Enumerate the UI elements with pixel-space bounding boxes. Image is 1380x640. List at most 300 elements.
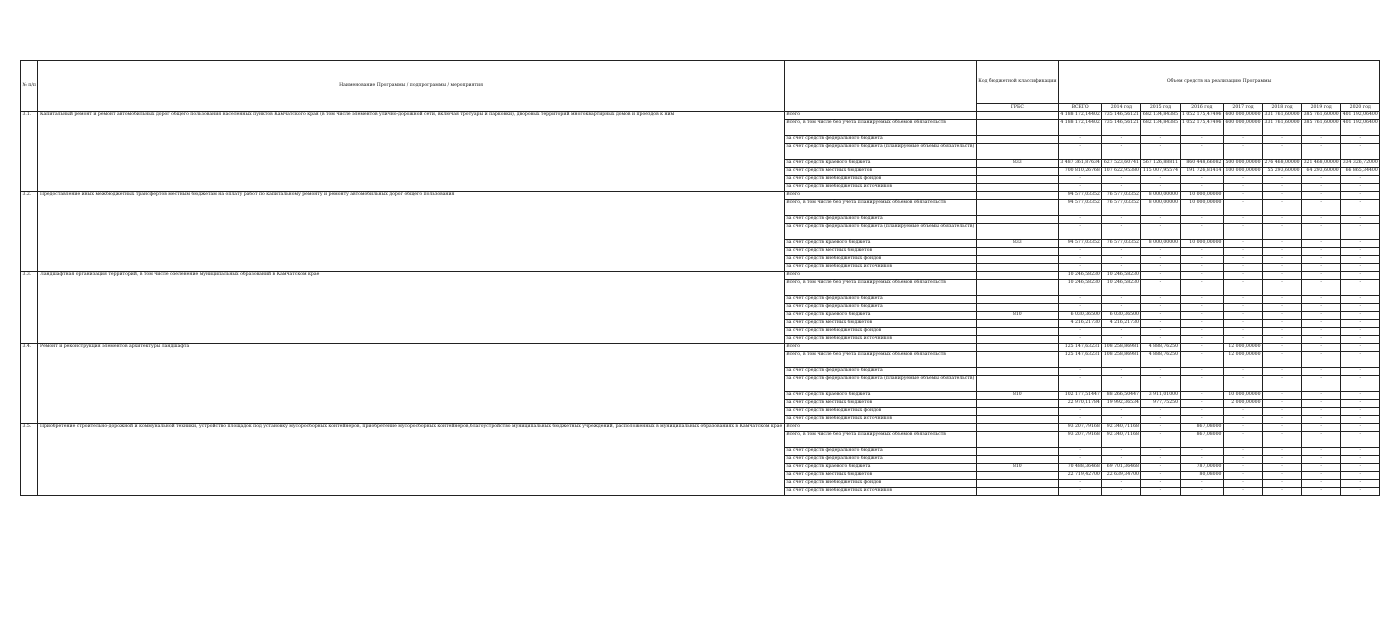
amount-year: - (1141, 456, 1180, 464)
amount-year: - (1341, 136, 1380, 144)
amount-year: - (1263, 304, 1302, 312)
amount-year: - (1263, 448, 1302, 456)
amount-year: - (1341, 424, 1380, 432)
amount-year: 6 030,36500 (1102, 312, 1141, 320)
amount-year: - (1102, 184, 1141, 192)
amount-year: - (1302, 248, 1341, 256)
amount-year: - (1302, 280, 1341, 296)
amount-total: 10 246,58230 (1058, 272, 1101, 280)
amount-year: - (1223, 376, 1262, 392)
header-num: № п/п (21, 61, 38, 112)
grbs-code: 833 (976, 160, 1058, 168)
amount-year: - (1223, 256, 1262, 264)
amount-year: 64 293,60000 (1302, 168, 1341, 176)
funding-source: за счет средств краевого бюджета (784, 240, 976, 248)
grbs-code (976, 408, 1058, 416)
amount-year: - (1141, 184, 1180, 192)
grbs-code (976, 448, 1058, 456)
amount-year: - (1180, 376, 1223, 392)
amount-year: 2 000,00000 (1223, 400, 1262, 408)
amount-total: - (1058, 264, 1101, 272)
amount-year: - (1263, 344, 1302, 352)
amount-year: - (1302, 216, 1341, 224)
row-index: 3.2. (21, 192, 38, 272)
amount-year: - (1263, 464, 1302, 472)
table-row (21, 112, 1380, 120)
amount-year: - (1223, 240, 1262, 248)
amount-year: - (1223, 312, 1262, 320)
amount-year: - (1341, 368, 1380, 376)
amount-year: - (1180, 264, 1223, 272)
funding-source: за счет средств федерального бюджета (784, 304, 976, 312)
funding-source: Всего, в том числе без учета планируемых объемов обязательств (784, 200, 976, 216)
grbs-code (976, 296, 1058, 304)
funding-source: за счет средств внебюджетных источников (784, 416, 976, 424)
amount-total: 93 207,79168 (1058, 424, 1101, 432)
amount-year: - (1341, 184, 1380, 192)
amount-year: 10 000,00000 (1180, 240, 1223, 248)
header-2015: 2015 год (1141, 104, 1180, 112)
amount-year: - (1263, 280, 1302, 296)
amount-year: 10 000,00000 (1180, 200, 1223, 216)
header-2014: 2014 год (1102, 104, 1141, 112)
amount-year: - (1141, 296, 1180, 304)
amount-year: 735 146,56121 (1102, 120, 1141, 136)
amount-year: - (1341, 256, 1380, 264)
grbs-code (976, 272, 1058, 280)
amount-year: - (1223, 144, 1262, 160)
row-index: 3.3. (21, 272, 38, 344)
amount-year: - (1302, 200, 1341, 216)
amount-year: - (1141, 488, 1180, 496)
amount-year: 682 134,84385 (1141, 112, 1180, 120)
amount-year: - (1223, 248, 1262, 256)
header-volume-group: Объем средств на реализацию Программы (1058, 61, 1379, 104)
grbs-code (976, 336, 1058, 344)
amount-year: - (1302, 344, 1341, 352)
amount-total: - (1058, 336, 1101, 344)
amount-year: - (1223, 176, 1262, 184)
amount-year: - (1180, 488, 1223, 496)
row-index: 3.4. (21, 344, 38, 424)
amount-year: - (1302, 272, 1341, 280)
amount-total: - (1058, 328, 1101, 336)
amount-total: - (1058, 376, 1101, 392)
grbs-code (976, 352, 1058, 368)
grbs-code (976, 176, 1058, 184)
amount-year: - (1263, 424, 1302, 432)
amount-year: - (1223, 280, 1262, 296)
amount-year: - (1302, 184, 1341, 192)
amount-year: - (1341, 192, 1380, 200)
funding-source: за счет средств местных бюджетов (784, 168, 976, 176)
grbs-code (976, 144, 1058, 160)
amount-year: - (1223, 200, 1262, 216)
amount-year: - (1141, 376, 1180, 392)
amount-total: 102 177,51447 (1058, 392, 1101, 400)
amount-year: - (1263, 176, 1302, 184)
amount-total: 125 147,63231 (1058, 352, 1101, 368)
amount-year: 107 622,95380 (1102, 168, 1141, 176)
amount-year: 191 726,81414 (1180, 168, 1223, 176)
amount-year: 385 761,60000 (1302, 112, 1341, 120)
amount-year: - (1141, 328, 1180, 336)
amount-total: 94 577,03352 (1058, 192, 1101, 200)
amount-total: - (1058, 136, 1101, 144)
funding-source: за счет средств внебюджетных источников (784, 264, 976, 272)
amount-total: - (1058, 176, 1101, 184)
amount-total: - (1058, 224, 1101, 240)
amount-year: - (1141, 264, 1180, 272)
amount-year: - (1263, 224, 1302, 240)
amount-year: - (1263, 144, 1302, 160)
amount-year: - (1223, 488, 1262, 496)
amount-year: 10 246,58230 (1102, 272, 1141, 280)
amount-year: - (1180, 224, 1223, 240)
funding-source: за счет средств федерального бюджета (планируемые объемы обязательств) (784, 144, 976, 160)
amount-year: - (1341, 400, 1380, 408)
amount-year: - (1341, 336, 1380, 344)
amount-year: - (1302, 352, 1341, 368)
amount-year: - (1180, 400, 1223, 408)
amount-year: - (1180, 448, 1223, 456)
amount-year: - (1263, 256, 1302, 264)
funding-source: за счет средств федерального бюджета (784, 216, 976, 224)
amount-year: - (1341, 144, 1380, 160)
funding-source: за счет средств местных бюджетов (784, 248, 976, 256)
grbs-code (976, 304, 1058, 312)
amount-total: - (1058, 304, 1101, 312)
amount-total: 700 810,26768 (1058, 168, 1101, 176)
amount-year: 627 523,60741 (1102, 160, 1141, 168)
amount-year: - (1302, 432, 1341, 448)
amount-total: 10 246,58230 (1058, 280, 1101, 296)
amount-year: - (1223, 464, 1262, 472)
amount-total: 22 970,11784 (1058, 400, 1101, 408)
amount-year: 10 246,58230 (1102, 280, 1141, 296)
amount-year: - (1223, 432, 1262, 448)
grbs-code: 810 (976, 392, 1058, 400)
amount-year: - (1223, 224, 1262, 240)
amount-total: - (1058, 184, 1101, 192)
grbs-code (976, 376, 1058, 392)
funding-source: за счет средств федерального бюджета (784, 296, 976, 304)
header-blank (784, 61, 976, 112)
amount-year: 1 052 175,47496 (1180, 112, 1223, 120)
amount-year: 66 865,34400 (1341, 168, 1380, 176)
amount-year: - (1223, 336, 1262, 344)
amount-year: - (1263, 352, 1302, 368)
amount-year: - (1102, 368, 1141, 376)
table-row (21, 192, 1380, 200)
amount-year: - (1263, 416, 1302, 424)
amount-year: - (1263, 432, 1302, 448)
funding-source: Всего, в том числе без учета планируемых объемов обязательств (784, 352, 976, 368)
amount-year: 276 468,00000 (1263, 160, 1302, 168)
amount-year: - (1141, 272, 1180, 280)
funding-source: за счет средств федерального бюджета (784, 448, 976, 456)
funding-source: за счет средств местных бюджетов (784, 400, 976, 408)
amount-total: 3 487 361,87634 (1058, 160, 1101, 168)
amount-year: 600 000,00000 (1223, 120, 1262, 136)
funding-source: за счет средств федерального бюджета (784, 456, 976, 464)
amount-year: - (1223, 472, 1262, 480)
amount-year: - (1302, 328, 1341, 336)
amount-year: - (1223, 416, 1262, 424)
amount-year: - (1223, 448, 1262, 456)
amount-year: 22 639,34700 (1102, 472, 1141, 480)
amount-year: - (1180, 144, 1223, 160)
grbs-code (976, 112, 1058, 120)
amount-year: 8 000,00000 (1141, 192, 1180, 200)
amount-year: 108 258,86981 (1102, 344, 1141, 352)
amount-year: - (1141, 320, 1180, 328)
amount-year: - (1341, 296, 1380, 304)
funding-source: Всего (784, 424, 976, 432)
amount-year: - (1180, 320, 1223, 328)
amount-year: - (1141, 280, 1180, 296)
amount-total: - (1058, 296, 1101, 304)
amount-year: - (1180, 408, 1223, 416)
amount-year: - (1341, 480, 1380, 488)
grbs-code (976, 192, 1058, 200)
amount-year: - (1263, 184, 1302, 192)
amount-year: - (1223, 272, 1262, 280)
amount-year: - (1223, 480, 1262, 488)
amount-year: - (1102, 408, 1141, 416)
amount-year: 787,00000 (1180, 464, 1223, 472)
amount-year: - (1263, 320, 1302, 328)
grbs-code (976, 200, 1058, 216)
amount-year: 55 293,60000 (1263, 168, 1302, 176)
amount-year: - (1263, 472, 1302, 480)
funding-source: за счет средств внебюджетных фондов (784, 408, 976, 416)
amount-year: - (1302, 320, 1341, 328)
amount-year: - (1223, 368, 1262, 376)
header-grbs: ГРБС (976, 104, 1058, 112)
funding-source: за счет средств внебюджетных источников (784, 336, 976, 344)
amount-year: - (1223, 296, 1262, 304)
amount-year: - (1141, 408, 1180, 416)
amount-year: 4 888,76250 (1141, 352, 1180, 368)
amount-year: - (1341, 416, 1380, 424)
amount-year: - (1180, 392, 1223, 400)
grbs-code (976, 432, 1058, 448)
grbs-code (976, 488, 1058, 496)
amount-year: - (1263, 264, 1302, 272)
funding-source: Всего (784, 344, 976, 352)
amount-year: - (1141, 424, 1180, 432)
amount-year: - (1341, 392, 1380, 400)
row-index: 3.5. (21, 424, 38, 496)
amount-year: - (1263, 272, 1302, 280)
amount-year: - (1141, 304, 1180, 312)
amount-year: - (1302, 376, 1341, 392)
amount-year: - (1223, 424, 1262, 432)
amount-year: - (1102, 176, 1141, 184)
amount-year: - (1141, 448, 1180, 456)
amount-year: - (1141, 248, 1180, 256)
budget-table-sheet (20, 60, 1380, 496)
amount-year: - (1341, 448, 1380, 456)
amount-year: - (1102, 376, 1141, 392)
amount-year: - (1102, 416, 1141, 424)
amount-year: - (1223, 184, 1262, 192)
amount-year: 92 340,71168 (1102, 432, 1141, 448)
grbs-code (976, 400, 1058, 408)
amount-year: - (1341, 312, 1380, 320)
amount-year: - (1341, 464, 1380, 472)
amount-year: - (1341, 272, 1380, 280)
amount-year: - (1302, 312, 1341, 320)
grbs-code (976, 472, 1058, 480)
amount-total: - (1058, 408, 1101, 416)
row-index: 3.1. (21, 112, 38, 192)
measure-name: Капитальный ремонт и ремонт автомобильных дорог общего пользования населенных пунктов Камчатского края (в том числе элементов улично-дорожной сети, включая тротуары и парковки), дворовых территорий многоквартирных домов и проездов к ним (38, 112, 784, 192)
amount-year: - (1223, 216, 1262, 224)
amount-year: 10 000,00000 (1180, 192, 1223, 200)
amount-year: 69 701,36468 (1102, 464, 1141, 472)
funding-source: за счет средств внебюджетных фондов (784, 176, 976, 184)
amount-year: - (1263, 456, 1302, 464)
amount-year: - (1102, 336, 1141, 344)
amount-year: 331 761,60000 (1263, 120, 1302, 136)
amount-year: - (1302, 400, 1341, 408)
amount-year: 401 192,06400 (1341, 120, 1380, 136)
amount-year: - (1223, 408, 1262, 416)
amount-year: - (1141, 416, 1180, 424)
amount-year: 867,08000 (1180, 432, 1223, 448)
funding-source: за счет средств внебюджетных источников (784, 184, 976, 192)
amount-year: 1 052 175,47496 (1180, 120, 1223, 136)
amount-year: 76 577,03352 (1102, 192, 1141, 200)
table-row (21, 424, 1380, 432)
amount-year: - (1341, 248, 1380, 256)
amount-year: - (1341, 456, 1380, 464)
amount-year: - (1141, 256, 1180, 264)
amount-year: - (1341, 408, 1380, 416)
amount-year: 860 448,66082 (1180, 160, 1223, 168)
amount-year: - (1302, 456, 1341, 464)
amount-year: - (1263, 328, 1302, 336)
amount-year: - (1180, 248, 1223, 256)
amount-year: - (1180, 352, 1223, 368)
amount-year: 12 000,00000 (1223, 352, 1262, 368)
funding-source: за счет средств краевого бюджета (784, 464, 976, 472)
amount-year: - (1102, 488, 1141, 496)
amount-year: - (1102, 248, 1141, 256)
amount-year: - (1263, 216, 1302, 224)
funding-source: за счет средств федерального бюджета (784, 136, 976, 144)
amount-year: - (1341, 224, 1380, 240)
amount-year: - (1302, 472, 1341, 480)
amount-year: - (1263, 200, 1302, 216)
amount-year: - (1341, 264, 1380, 272)
amount-year: - (1180, 344, 1223, 352)
funding-source: за счет средств краевого бюджета (784, 160, 976, 168)
grbs-code: 810 (976, 464, 1058, 472)
amount-year: - (1341, 240, 1380, 248)
grbs-code (976, 456, 1058, 464)
amount-total: 22 719,42700 (1058, 472, 1101, 480)
amount-total: - (1058, 480, 1101, 488)
amount-year: - (1180, 272, 1223, 280)
amount-year: - (1180, 456, 1223, 464)
amount-year: - (1223, 304, 1262, 312)
amount-year: - (1102, 328, 1141, 336)
amount-year: - (1302, 368, 1341, 376)
amount-year: 19 992,36534 (1102, 400, 1141, 408)
amount-year: 867,08000 (1180, 424, 1223, 432)
amount-year: - (1180, 176, 1223, 184)
amount-year: - (1341, 488, 1380, 496)
amount-year: - (1180, 136, 1223, 144)
amount-year: - (1302, 240, 1341, 248)
budget-table (20, 60, 1380, 496)
grbs-code (976, 224, 1058, 240)
amount-year: - (1341, 280, 1380, 296)
grbs-code (976, 344, 1058, 352)
amount-year: - (1302, 488, 1341, 496)
amount-year: - (1302, 416, 1341, 424)
amount-year: 100 000,00000 (1223, 168, 1262, 176)
amount-total: 125 147,63231 (1058, 344, 1101, 352)
amount-year: - (1263, 336, 1302, 344)
amount-year: - (1102, 448, 1141, 456)
grbs-code (976, 248, 1058, 256)
amount-year: - (1341, 472, 1380, 480)
amount-total: 93 207,79168 (1058, 432, 1101, 448)
funding-source: за счет средств местных бюджетов (784, 320, 976, 328)
funding-source: Всего, в том числе без учета планируемых объемов обязательств (784, 120, 976, 136)
amount-year: - (1341, 352, 1380, 368)
amount-year: - (1223, 456, 1262, 464)
amount-year: - (1263, 488, 1302, 496)
amount-year: - (1180, 416, 1223, 424)
funding-source: за счет средств федерального бюджета (784, 368, 976, 376)
amount-year: - (1102, 264, 1141, 272)
amount-year: - (1141, 136, 1180, 144)
measure-name: Ландшафтная организация территорий, в том числе озеленение муниципальных образований в Камчатском крае (38, 272, 784, 344)
amount-year: - (1180, 184, 1223, 192)
amount-year: - (1341, 320, 1380, 328)
amount-year: - (1341, 432, 1380, 448)
amount-total: 4 188 172,14402 (1058, 112, 1101, 120)
amount-year: 92 340,71168 (1102, 424, 1141, 432)
amount-year: - (1141, 312, 1180, 320)
funding-source: за счет средств внебюджетных источников (784, 488, 976, 496)
amount-year: - (1141, 480, 1180, 488)
funding-source: за счет средств краевого бюджета (784, 312, 976, 320)
amount-year: - (1180, 328, 1223, 336)
amount-year: - (1180, 216, 1223, 224)
amount-year: - (1102, 256, 1141, 264)
amount-year: - (1302, 424, 1341, 432)
funding-source: за счет средств внебюджетных фондов (784, 256, 976, 264)
grbs-code (976, 168, 1058, 176)
grbs-code (976, 184, 1058, 192)
grbs-code (976, 216, 1058, 224)
amount-year: - (1302, 336, 1341, 344)
amount-year: - (1223, 328, 1262, 336)
amount-year: 600 000,00000 (1223, 112, 1262, 120)
grbs-code (976, 280, 1058, 296)
measure-name: Ремонт и реконструкция элементов архитектуры ландшафта (38, 344, 784, 424)
amount-year: - (1302, 464, 1341, 472)
amount-year: - (1223, 192, 1262, 200)
amount-total: 6 030,36500 (1058, 312, 1101, 320)
amount-year: 80,08000 (1180, 472, 1223, 480)
